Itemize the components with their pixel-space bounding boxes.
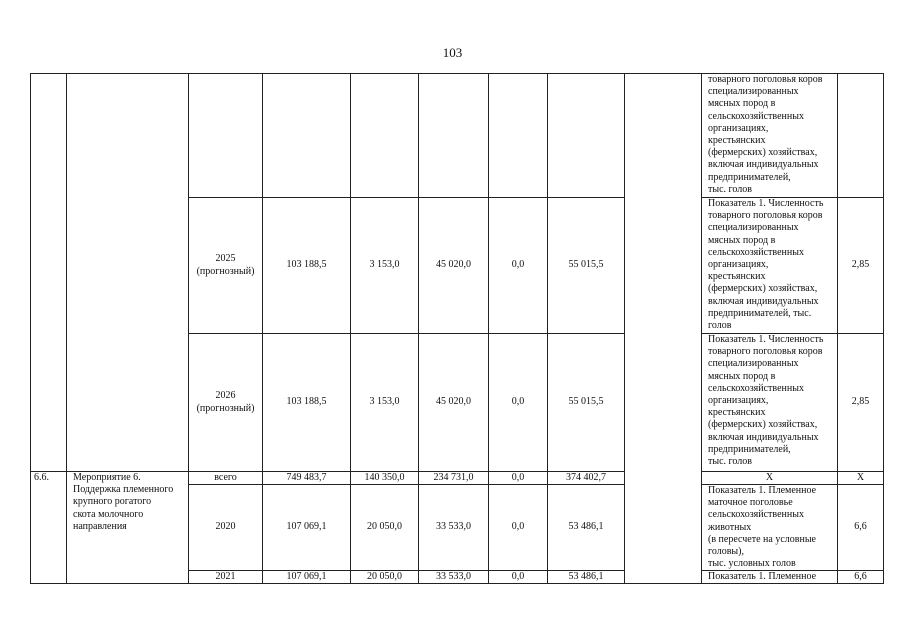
extra-budget-cell: 55 015,5 [547, 333, 625, 472]
year-cell: 2026 (прогнозный) [188, 333, 263, 472]
extra-budget-cell: 374 402,7 [547, 471, 625, 485]
extra-budget-cell: 55 015,5 [547, 197, 625, 334]
local-cell [488, 73, 548, 198]
measure-name-cell: Мероприятие 6. Поддержка племенного крупного рогатого скота молочного направления [66, 471, 189, 584]
indicator-cell: Показатель 1. Племенное маточное поголовье сельскохозяйственных животных (в пересчете на условные головы), тыс. условных голов [701, 484, 838, 571]
federal-cell: 140 350,0 [350, 471, 419, 485]
indicator-cell: Х [701, 471, 838, 485]
local-cell: 0,0 [488, 333, 548, 472]
extra-budget-cell: 53 486,1 [547, 570, 625, 584]
total-cell: 107 069,1 [262, 484, 351, 571]
regional-cell: 45 020,0 [418, 197, 489, 334]
measure-number-cell: 6.6. [30, 471, 67, 584]
local-cell: 0,0 [488, 484, 548, 571]
indicator-value-cell: 6,6 [837, 484, 884, 571]
federal-cell: 3 153,0 [350, 333, 419, 472]
indicator-value-cell: 2,85 [837, 333, 884, 472]
total-cell: 103 188,5 [262, 197, 351, 334]
total-cell [262, 73, 351, 198]
federal-cell: 3 153,0 [350, 197, 419, 334]
year-cell: 2020 [188, 484, 263, 571]
regional-cell: 33 533,0 [418, 484, 489, 571]
regional-cell [418, 73, 489, 198]
local-cell: 0,0 [488, 197, 548, 334]
total-cell: 107 069,1 [262, 570, 351, 584]
measure-name-cell [66, 73, 189, 472]
regional-cell: 33 533,0 [418, 570, 489, 584]
regional-cell: 234 731,0 [418, 471, 489, 485]
federal-cell: 20 050,0 [350, 570, 419, 584]
number-cell [30, 73, 67, 472]
local-cell: 0,0 [488, 570, 548, 584]
federal-cell [350, 73, 419, 198]
extra-budget-cell [547, 73, 625, 198]
regional-cell: 45 020,0 [418, 333, 489, 472]
year-cell: 2025 (прогнозный) [188, 197, 263, 334]
year-cell [188, 73, 263, 198]
indicator-cell: Показатель 1. Численность товарного поголовья коров специализированных мясных пород в сельскохозяйственных организациях, крестьянских (фермерских) хозяйствах, включая индивидуальных предпринимателей, тыс. голов [701, 333, 838, 472]
total-cell: 749 483,7 [262, 471, 351, 485]
page-number: 103 [442, 45, 463, 60]
indicator-cell: товарного поголовья коров специализированных мясных пород в сельскохозяйственных организациях, крестьянских (фермерских) хозяйствах, включая индивидуальных предпринимателей, тыс. голов [701, 73, 838, 198]
federal-cell: 20 050,0 [350, 484, 419, 571]
indicator-value-cell: 6,6 [837, 570, 884, 584]
year-cell: всего [188, 471, 263, 485]
total-cell: 103 188,5 [262, 333, 351, 472]
indicator-cell: Показатель 1. Численность товарного поголовья коров специализированных мясных пород в сельскохозяйственных организациях, крестьянских (фермерских) хозяйствах, включая индивидуальных предпринимателей, тыс. голов [701, 197, 838, 334]
year-cell: 2021 [188, 570, 263, 584]
extra-budget-cell: 53 486,1 [547, 484, 625, 571]
indicator-value-cell: 2,85 [837, 197, 884, 334]
local-cell: 0,0 [488, 471, 548, 485]
indicator-value-cell: Х [837, 471, 884, 485]
indicator-cell: Показатель 1. Племенное [701, 570, 838, 584]
executor-cell [624, 73, 702, 584]
indicator-value-cell [837, 73, 884, 198]
